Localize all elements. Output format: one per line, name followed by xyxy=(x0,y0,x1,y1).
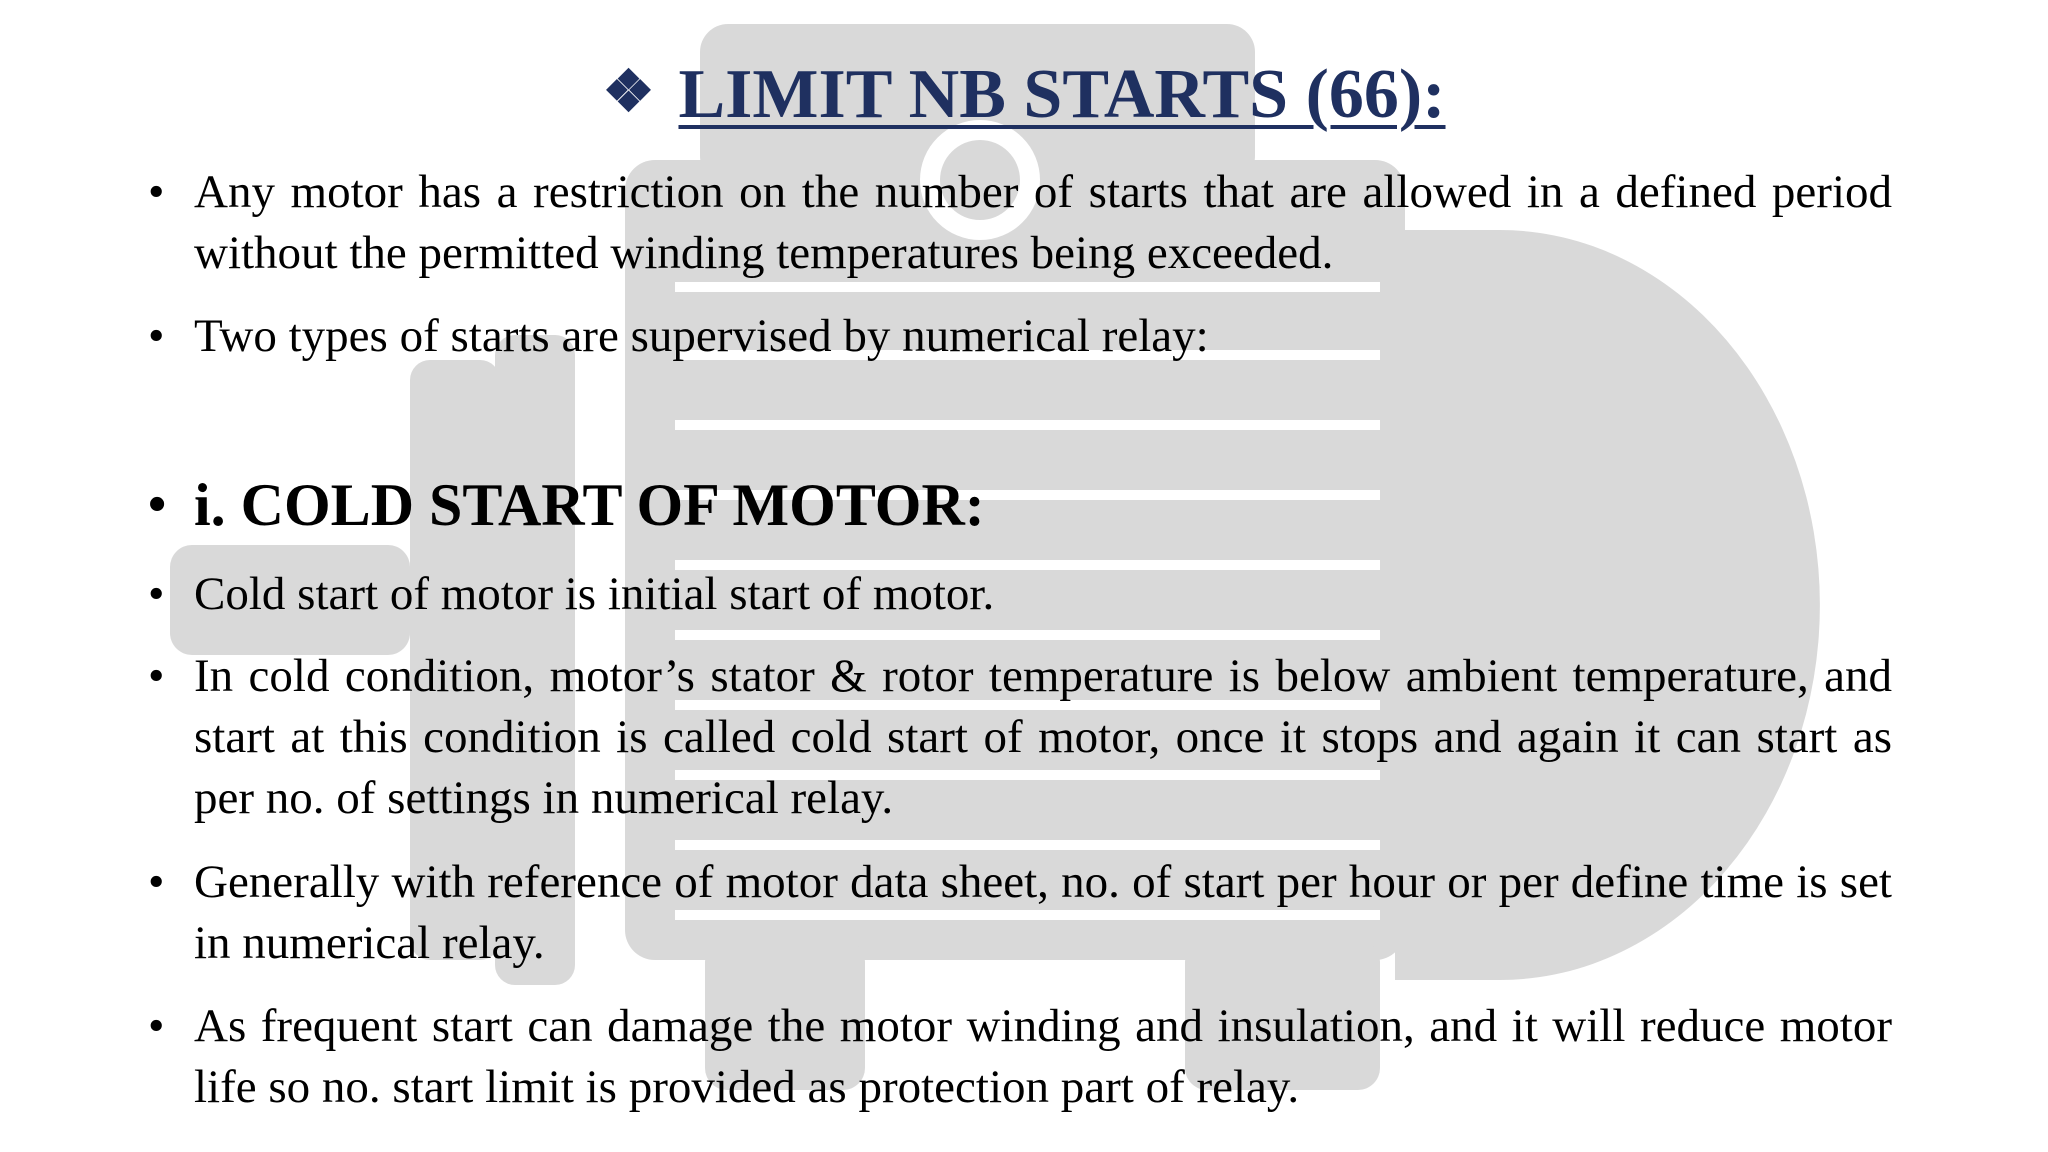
section-heading xyxy=(148,470,1892,540)
bullet-dot-icon: • xyxy=(148,1000,165,1052)
heading-text: i. COLD START OF MOTOR: xyxy=(194,472,985,538)
bullet-text: In cold condition, motor’s stator & rotor temperature is below ambient temperature, and start at this condition is called cold start of motor, once it stops and again it can start as per no. of settings in numerical relay. xyxy=(194,650,1892,824)
bullet-dot-icon: • xyxy=(148,166,165,218)
bullet-text: As frequent start can damage the motor winding and insulation, and it will reduce motor life so no. start limit is provided as protection part of relay. xyxy=(194,1000,1892,1113)
bullet-dot-icon: • xyxy=(148,476,167,533)
bullet-dot-icon: • xyxy=(148,310,165,362)
bullet-item xyxy=(148,564,1892,625)
bullet-text: Two types of starts are supervised by numerical relay: xyxy=(194,310,1209,362)
bullet-text: Generally with reference of motor data sheet, no. of start per hour or per define time is set in numerical relay. xyxy=(194,856,1892,969)
diamond-bullet-icon: ❖ xyxy=(602,59,655,124)
bullet-item xyxy=(148,306,1892,367)
bullet-item xyxy=(148,852,1892,974)
bullet-text: Cold start of motor is initial start of motor. xyxy=(194,568,995,620)
bullet-item xyxy=(148,646,1892,829)
bullet-dot-icon: • xyxy=(148,650,165,702)
bullet-dot-icon: • xyxy=(148,568,165,620)
bullet-dot-icon: • xyxy=(148,856,165,908)
slide-title xyxy=(0,52,2048,135)
bullet-text: Any motor has a restriction on the number of starts that are allowed in a defined period without the permitted winding temperatures being exceeded. xyxy=(194,166,1892,279)
bullet-item xyxy=(148,162,1892,284)
bullet-item xyxy=(148,996,1892,1118)
title-text: LIMIT NB STARTS (66): xyxy=(678,56,1446,133)
